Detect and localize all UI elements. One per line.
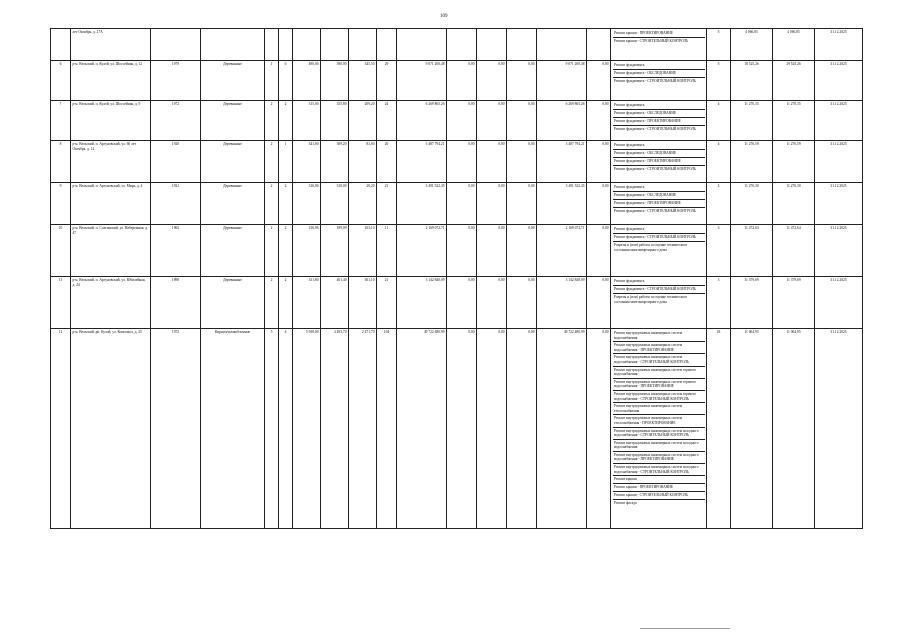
register-sheet (50, 28, 862, 628)
cell-cost-loc: 0,00 (507, 183, 537, 225)
cell-area-living: 4 493,70 (321, 329, 349, 529)
cell-address: р-н. Вельский, п. Кулой, ул. Шоссейная, д. 12 (71, 61, 151, 101)
cell-unit-max: 11 276,59 (773, 141, 815, 183)
cell-cost-loc: 0,00 (507, 61, 537, 101)
cell-material (201, 29, 265, 61)
cell-residents: 164 (377, 329, 397, 529)
cell-area-total: 156,96 (293, 225, 321, 277)
cell-entrances (279, 29, 293, 61)
cell-cost-loc: 0,00 (507, 277, 537, 329)
cell-cost-fed: 0,00 (447, 329, 477, 529)
work-item: Ремонт фундамента - СТРОИТЕЛЬНЫЙ КОНТРОЛЬ (613, 234, 705, 242)
cell-area-living: 401,40 (321, 277, 349, 329)
cell-area-total: 411,80 (293, 277, 321, 329)
cell-works (611, 329, 707, 529)
cell-unit-area: 18 (707, 329, 731, 529)
table-row (51, 141, 863, 183)
work-item: Ремонт внутридомовых инженерных систем холодного водоснабжения (613, 440, 705, 452)
work-item: Ремонт внутридомовых инженерных систем холодного водоснабжения - СТРОИТЕЛЬНЫЙ КОНТРОЛЬ (613, 464, 705, 476)
cell-cost-reg: 0,00 (477, 61, 507, 101)
cell-area-total: 315,00 (293, 101, 321, 141)
cell-area-other: 209,20 (349, 101, 377, 141)
work-item: Ремонт фундамента - СТРОИТЕЛЬНЫЙ КОНТРОЛЬ (614, 209, 696, 213)
cell-unit-cost: 11 064,95 (731, 329, 773, 529)
cell-cost-total: 3 142 840,09 (397, 277, 447, 329)
cell-unit-cost: 4 066,85 (731, 29, 773, 61)
cell-floors: 1 (265, 61, 279, 101)
cell-area-living: 390,00 (321, 61, 349, 101)
cell-cost-fed: 0,00 (447, 141, 477, 183)
cell-cost-total: 6 269 865,26 (397, 101, 447, 141)
work-item: Ремонт крыши - СТРОИТЕЛЬНЫЙ КОНТРОЛЬ (614, 39, 689, 43)
cell-cost-fed: 0,00 (447, 225, 477, 277)
cell-cost-owners: 2 169 072,71 (537, 225, 587, 277)
cell-cost-total: 9 071 200,48 (397, 61, 447, 101)
cell-unit-cost: 11 276,59 (731, 141, 773, 183)
table-row (51, 29, 863, 61)
cell-cost-fed: 0,00 (447, 61, 477, 101)
cell-area-other: 83,00 (349, 141, 377, 183)
cell-address: лет Октября, д. 27А (71, 29, 151, 61)
work-item: Ремонт фундамента - ПРОЕКТИРОВАНИЕ (613, 118, 705, 126)
cell-cost-fed (447, 29, 477, 61)
cell-floors (265, 29, 279, 61)
cell-area-other (349, 29, 377, 61)
margin-mark (640, 628, 730, 630)
table-row (51, 183, 863, 225)
work-item: Ремонт внутридомовых инженерных систем горячего водоснабжения - ПРОЕКТИРОВАНИЕ (613, 379, 705, 391)
cell-cost-total: 3 487 794,21 (397, 141, 447, 183)
work-item: Разрезы и (или) работы по оценке технического состояния многоквартирного дома (614, 295, 688, 304)
cell-material: Деревянные (201, 61, 265, 101)
work-item: Ремонт фундамента (613, 278, 705, 286)
work-item: Ремонт крыши - СТРОИТЕЛЬНЫЙ КОНТРОЛЬ (613, 492, 705, 500)
work-item: Ремонт внутридомовых инженерных систем теплоснабжения - ПРОЕКТИРОВАНИЕ (613, 415, 705, 427)
cell-unit-area: 5 (707, 29, 731, 61)
cell-area-living: 309,20 (321, 141, 349, 183)
cell-unit-area: 5 (707, 61, 731, 101)
cell-cost-reg: 0,00 (477, 183, 507, 225)
cell-floors: 2 (265, 141, 279, 183)
cell-cost-reg (477, 29, 507, 61)
cell-year: 1972 (151, 329, 201, 529)
cell-cost-owners: 3 142 840,09 (537, 277, 587, 329)
cell-unit-cost: 18 525,26 (731, 61, 773, 101)
work-item: Ремонт внутридомовых инженерных систем горячего водоснабжения - СТРОИТЕЛЬНЫЙ КОНТРОЛЬ (613, 391, 705, 403)
cell-floors: 2 (265, 101, 279, 141)
work-item: Ремонт фундамента - ПРОЕКТИРОВАНИЕ (613, 200, 705, 208)
cell-deadline: 31.12.2025 (815, 329, 863, 529)
cell-works (611, 29, 707, 61)
cell-cost-total (397, 29, 447, 61)
cell-works (611, 141, 707, 183)
cell-material: Деревянные (201, 225, 265, 277)
cell-cost-reg: 0,00 (477, 101, 507, 141)
cell-deadline: 31.12.2025 (815, 225, 863, 277)
cell-cost-total: 3 491 522,45 (397, 183, 447, 225)
work-item: Ремонт фундамента - ПРОЕКТИРОВАНИЕ (613, 158, 705, 166)
cell-unit-max: 29 525,26 (773, 61, 815, 101)
cell-cost-other: 0,00 (587, 277, 611, 329)
cell-cost-other: 0,00 (587, 225, 611, 277)
cell-cost-owners: 49 722 480,99 (537, 329, 587, 529)
cell-year: 1963 (151, 225, 201, 277)
cell-cost-other (587, 29, 611, 61)
cell-cost-fed: 0,00 (447, 183, 477, 225)
cell-area-other: 345,50 (349, 61, 377, 101)
cell-cost-loc: 0,00 (507, 101, 537, 141)
cell-unit-max: 11 379,69 (773, 277, 815, 329)
cell-material: Деревянные (201, 277, 265, 329)
cell-unit-area: 4 (707, 141, 731, 183)
cell-floors: 2 (265, 277, 279, 329)
cell-area-living: 310,00 (321, 183, 349, 225)
work-item: Ремонт внутридомовых инженерных систем горячего водоснабжения (613, 367, 705, 379)
cell-cost-owners: 3 491 522,45 (537, 183, 587, 225)
table-row (51, 329, 863, 529)
cell-address: р-н. Вельский, п. Аргуновский, ул. Юбилейная, д. 24 (71, 277, 151, 329)
cell-n (51, 29, 71, 61)
cell-n: 12 (51, 329, 71, 529)
cell-cost-fed: 0,00 (447, 277, 477, 329)
cell-area-other: 2 471,70 (349, 329, 377, 529)
cell-floors: 2 (265, 225, 279, 277)
cell-n: 11 (51, 277, 71, 329)
cell-works (611, 277, 707, 329)
cell-unit-cost: 11 472,64 (731, 225, 773, 277)
repair-register-table (50, 28, 863, 529)
cell-residents: 20 (377, 141, 397, 183)
work-item: Ремонт фундамента - СТРОИТЕЛЬНЫЙ КОНТРОЛЬ (614, 127, 696, 131)
cell-cost-reg: 0,00 (477, 141, 507, 183)
cell-cost-fed: 0,00 (447, 101, 477, 141)
cell-area-living (321, 29, 349, 61)
cell-deadline: 31.12.2025 (815, 101, 863, 141)
cell-area-total: 316,90 (293, 183, 321, 225)
work-item: Разрезы и (или) работы по оценке технического состояния многоквартирного дома (614, 243, 688, 252)
cell-works (611, 183, 707, 225)
work-item: Ремонт крыши - ПРОЕКТИРОВАНИЕ (613, 30, 705, 38)
cell-year: 1920 (151, 141, 201, 183)
cell-cost-loc: 0,00 (507, 225, 537, 277)
work-item: Ремонт фундамента - СТРОИТЕЛЬНЫЙ КОНТРОЛЬ (613, 286, 705, 294)
cell-entrances: 0 (279, 61, 293, 101)
cell-cost-other: 0,00 (587, 329, 611, 529)
cell-material: Деревянные (201, 183, 265, 225)
cell-unit-max: 11 270,35 (773, 101, 815, 141)
cell-unit-max: 11 064,95 (773, 329, 815, 529)
cell-unit-cost: 11 270,35 (731, 101, 773, 141)
cell-material: Кирпич/шлакоблочные (201, 329, 265, 529)
cell-unit-area: 4 (707, 101, 731, 141)
cell-address: р-н. Вельский, п. Аргуновский, ул. 60 лет Октября, д. 12 (71, 141, 151, 183)
cell-address: р-н. Вельский, п. Аргуновский, ул. Мира, д. 4 (71, 183, 151, 225)
cell-unit-cost: 11 379,69 (731, 277, 773, 329)
cell-floors: 5 (265, 329, 279, 529)
cell-deadline: 31.12.2025 (815, 61, 863, 101)
cell-works (611, 101, 707, 141)
work-item: Ремонт крыши - ПРОЕКТИРОВАНИЕ (613, 484, 705, 492)
cell-entrances: 2 (279, 183, 293, 225)
cell-cost-other: 0,00 (587, 101, 611, 141)
cell-n: 10 (51, 225, 71, 277)
cell-year (151, 29, 201, 61)
table-row (51, 61, 863, 101)
table-row (51, 277, 863, 329)
cell-cost-other: 0,00 (587, 183, 611, 225)
cell-cost-owners: 3 487 794,21 (537, 141, 587, 183)
cell-entrances: 2 (279, 277, 293, 329)
table-row (51, 101, 863, 141)
cell-year: 1898 (151, 277, 201, 329)
work-item: Ремонт внутридомовых инженерных систем теплоснабжения (613, 403, 705, 415)
cell-unit-area: 3 (707, 277, 731, 329)
cell-residents: 29 (377, 61, 397, 101)
cell-residents (377, 29, 397, 61)
cell-cost-loc: 0,00 (507, 329, 537, 529)
cell-area-living: 189,09 (321, 225, 349, 277)
cell-area-other: 28,20 (349, 183, 377, 225)
cell-cost-other: 0,00 (587, 141, 611, 183)
work-item: Ремонт фундамента - СТРОИТЕЛЬНЫЙ КОНТРОЛЬ (614, 79, 696, 83)
cell-entrances: 2 (279, 225, 293, 277)
cell-n: 6 (51, 61, 71, 101)
table-row (51, 225, 863, 277)
cell-deadline: 31.12.2025 (815, 141, 863, 183)
work-item: Ремонт внутридомовых инженерных систем водоснабжения - ПРОЕКТИРОВАНИЕ (613, 342, 705, 354)
cell-entrances: 4 (279, 329, 293, 529)
cell-cost-owners: 9 071 200,48 (537, 61, 587, 101)
cell-year: 1921 (151, 183, 201, 225)
cell-residents: 24 (377, 101, 397, 141)
cell-cost-total: 2 169 072,71 (397, 225, 447, 277)
cell-address: р-н. Вельский, рп. Кулой, ул. Комсомол, д. 25 (71, 329, 151, 529)
cell-works (611, 225, 707, 277)
page-number: 109 (440, 14, 448, 19)
cell-n: 7 (51, 101, 71, 141)
cell-year: 1972 (151, 101, 201, 141)
cell-residents: 21 (377, 183, 397, 225)
cell-n: 9 (51, 183, 71, 225)
cell-n: 8 (51, 141, 71, 183)
cell-area-total (293, 29, 321, 61)
cell-entrances: 1 (279, 141, 293, 183)
work-item: Ремонт фундамента (613, 142, 705, 150)
cell-material: Деревянные (201, 101, 265, 141)
work-item: Ремонт внутридомовых инженерных систем холодного водоснабжения - СТРОИТЕЛЬНЫЙ КОНТРОЛЬ (613, 428, 705, 440)
work-item: Ремонт фундамента - ОБСЛЕДОВАНИЕ (613, 150, 705, 158)
cell-area-other: 103,10 (349, 225, 377, 277)
cell-area-total: 490,00 (293, 61, 321, 101)
cell-cost-total: 49 722 480,99 (397, 329, 447, 529)
cell-unit-max: 11 276,30 (773, 183, 815, 225)
cell-year: 1979 (151, 61, 201, 101)
work-item: Ремонт фундамента - ОБСЛЕДОВАНИЕ (613, 192, 705, 200)
cell-area-other: 301,10 (349, 277, 377, 329)
cell-deadline: 31.12.2025 (815, 277, 863, 329)
cell-residents: 11 (377, 225, 397, 277)
cell-cost-reg: 0,00 (477, 225, 507, 277)
cell-deadline: 31.12.2025 (815, 183, 863, 225)
cell-cost-owners: 6 269 865,26 (537, 101, 587, 141)
cell-cost-reg: 0,00 (477, 277, 507, 329)
cell-works (611, 61, 707, 101)
cell-residents: 21 (377, 277, 397, 329)
cell-material: Деревянные (201, 141, 265, 183)
work-item: Ремонт фундамента (613, 62, 705, 70)
work-item: Ремонт внутридомовых инженерных систем водоснабжения (613, 330, 705, 342)
work-item: Ремонт фундамента (613, 184, 705, 192)
cell-cost-other: 0,00 (587, 61, 611, 101)
cell-cost-loc: 0,00 (507, 141, 537, 183)
work-item: Ремонт внутридомовых инженерных систем холодного водоснабжения - ПРОЕКТИРОВАНИЕ (613, 452, 705, 464)
cell-unit-area: 4 (707, 183, 731, 225)
cell-area-living: 355,80 (321, 101, 349, 141)
work-item: Ремонт фасада (614, 501, 637, 506)
cell-floors: 2 (265, 183, 279, 225)
work-item: Ремонт фундамента (613, 226, 705, 234)
cell-area-total: 5 938,00 (293, 329, 321, 529)
work-item: Ремонт фундамента (613, 102, 705, 110)
cell-cost-loc (507, 29, 537, 61)
cell-deadline: 31.12.2025 (815, 29, 863, 61)
cell-unit-area: 3 (707, 225, 731, 277)
cell-entrances: 2 (279, 101, 293, 141)
cell-area-total: 341,00 (293, 141, 321, 183)
work-item: Ремонт крыши (613, 476, 705, 484)
work-item: Ремонт внутридомовых инженерных систем водоснабжения - СТРОИТЕЛЬНЫЙ КОНТРОЛЬ (613, 354, 705, 366)
cell-cost-reg: 0,00 (477, 329, 507, 529)
work-item: Ремонт фундамента - ОБСЛЕДОВАНИЕ (613, 70, 705, 78)
cell-address: р-н. Вельский, п. Кулой, ул. Шоссейная, д. 9 (71, 101, 151, 141)
cell-address: р-н. Вельский, п. Солгинский, ул. Набережная, д. 47 (71, 225, 151, 277)
work-item: Ремонт фундамента - ОБСЛЕДОВАНИЕ (613, 110, 705, 118)
cell-unit-max: 11 472,64 (773, 225, 815, 277)
cell-cost-owners (537, 29, 587, 61)
cell-unit-cost: 11 276,30 (731, 183, 773, 225)
work-item: Ремонт фундамента - СТРОИТЕЛЬНЫЙ КОНТРОЛЬ (614, 167, 696, 171)
cell-unit-max: 4 066,85 (773, 29, 815, 61)
